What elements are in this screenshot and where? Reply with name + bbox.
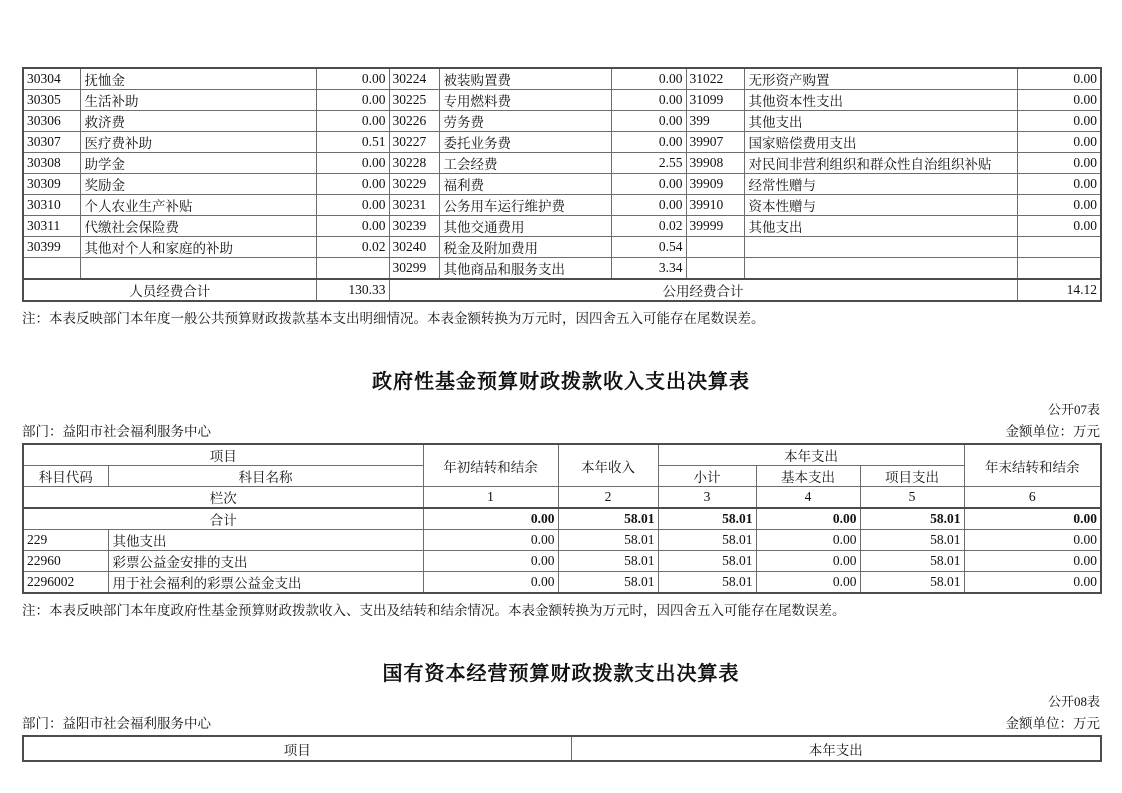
cell-name: 税金及附加费用	[439, 237, 611, 258]
cell-name: 助学金	[80, 153, 316, 174]
cell-code: 39908	[686, 153, 744, 174]
column-index-4: 4	[756, 487, 860, 509]
cell-num: 58.01	[558, 530, 658, 551]
cell-num	[316, 258, 389, 280]
cell-code: 30224	[389, 68, 439, 90]
cell-num: 58.01	[860, 551, 964, 572]
cell-name: 医疗费补助	[80, 132, 316, 153]
personnel-total-label: 人员经费合计	[23, 279, 316, 301]
cell-code: 30308	[23, 153, 80, 174]
total-year-income: 58.01	[558, 508, 658, 530]
cell-code: 30231	[389, 195, 439, 216]
table-row	[23, 111, 1101, 132]
cell-name: 其他交通费用	[439, 216, 611, 237]
header-subject-code: 科目代码	[23, 466, 108, 487]
cell-code: 30225	[389, 90, 439, 111]
header-project: 项目	[23, 444, 423, 466]
header-project-expense: 项目支出	[860, 466, 964, 487]
unit-label-2: 金额单位：万元	[1005, 716, 1100, 731]
cell-num: 0.02	[316, 237, 389, 258]
basic-expenditure-detail-table	[22, 67, 1102, 302]
cell-code: 39909	[686, 174, 744, 195]
cell-name: 其他资本性支出	[744, 90, 1017, 111]
cell-code: 31099	[686, 90, 744, 111]
cell-num: 0.00	[611, 174, 686, 195]
cell-num: 0.00	[611, 111, 686, 132]
cell-num: 58.01	[658, 551, 756, 572]
unit-label: 金额单位：万元	[1005, 424, 1100, 439]
table-row	[23, 572, 1101, 594]
cell-num: 2.55	[611, 153, 686, 174]
cell-code: 30226	[389, 111, 439, 132]
cell-name	[80, 258, 316, 280]
cell-num: 0.51	[316, 132, 389, 153]
gov-fund-budget-table	[22, 443, 1102, 594]
cell-name: 经常性赠与	[744, 174, 1017, 195]
cell-name: 其他支出	[744, 216, 1017, 237]
cell-code: 30299	[389, 258, 439, 280]
column-index-5: 5	[860, 487, 964, 509]
cell-code: 39999	[686, 216, 744, 237]
table-row	[23, 216, 1101, 237]
table-row	[23, 258, 1101, 280]
cell-name: 奖励金	[80, 174, 316, 195]
cell-code: 30305	[23, 90, 80, 111]
table2-column-index-row	[23, 487, 1101, 509]
cell-name: 代缴社会保险费	[80, 216, 316, 237]
column-index-3: 3	[658, 487, 756, 509]
cell-code	[23, 258, 80, 280]
cell-num: 0.00	[316, 216, 389, 237]
cell-num: 0.00	[1017, 195, 1101, 216]
cell-num: 0.00	[611, 132, 686, 153]
cell-num	[1017, 237, 1101, 258]
header-year-expense: 本年支出	[658, 444, 964, 466]
state-capital-table-title: 国有资本经营预算财政拨款支出决算表	[382, 663, 740, 685]
header-project-t3: 项目	[23, 736, 571, 761]
cell-name	[744, 258, 1017, 280]
cell-code	[686, 258, 744, 280]
cell-code: 30309	[23, 174, 80, 195]
cell-code: 30310	[23, 195, 80, 216]
table2-header-row-1	[23, 444, 1101, 466]
cell-num: 0.00	[423, 551, 558, 572]
table2-note: 注：本表反映部门本年度政府性基金预算财政拨款收入、支出及结转和结余情况。本表金额转换为万元时，因四舍五入可能存在尾数误差。	[22, 603, 846, 618]
column-index-6: 6	[964, 487, 1101, 509]
cell-name	[744, 237, 1017, 258]
table-row	[23, 237, 1101, 258]
cell-num: 58.01	[860, 572, 964, 594]
cell-num: 0.00	[1017, 174, 1101, 195]
cell-code: 30307	[23, 132, 80, 153]
cell-num: 0.00	[1017, 216, 1101, 237]
cell-num: 0.00	[316, 195, 389, 216]
cell-num: 0.00	[611, 195, 686, 216]
cell-num: 0.00	[316, 111, 389, 132]
total-project-expense: 58.01	[860, 508, 964, 530]
cell-name: 被装购置费	[439, 68, 611, 90]
sheet-number-08: 公开08表	[1047, 694, 1100, 709]
cell-num: 0.00	[1017, 132, 1101, 153]
cell-code: 30306	[23, 111, 80, 132]
table-row	[23, 153, 1101, 174]
table-row	[23, 90, 1101, 111]
cell-name: 其他商品和服务支出	[439, 258, 611, 280]
cell-code: 30304	[23, 68, 80, 90]
personnel-total-value: 130.33	[316, 279, 389, 301]
column-index-2: 2	[558, 487, 658, 509]
cell-num: 0.00	[756, 572, 860, 594]
cell-name: 其他支出	[108, 530, 423, 551]
cell-num: 0.00	[756, 551, 860, 572]
cell-num: 58.01	[658, 572, 756, 594]
cell-name: 救济费	[80, 111, 316, 132]
table1-note: 注：本表反映部门本年度一般公共预算财政拨款基本支出明细情况。本表金额转换为万元时，因四舍五入可能存在尾数误差。	[22, 311, 765, 326]
cell-code: 30229	[389, 174, 439, 195]
cell-num: 0.00	[611, 90, 686, 111]
total-subtotal: 58.01	[658, 508, 756, 530]
column-index-label: 栏次	[23, 487, 423, 509]
cell-code: 30239	[389, 216, 439, 237]
header-year-expense-t3: 本年支出	[571, 736, 1101, 761]
table-row	[23, 174, 1101, 195]
department-label: 部门：益阳市社会福利服务中心	[22, 424, 211, 439]
cell-name: 无形资产购置	[744, 68, 1017, 90]
header-begin-balance: 年初结转和结余	[423, 444, 558, 487]
cell-num: 0.00	[1017, 153, 1101, 174]
cell-name: 其他支出	[744, 111, 1017, 132]
cell-num: 58.01	[658, 530, 756, 551]
header-subject-name: 科目名称	[108, 466, 423, 487]
cell-code: 399	[686, 111, 744, 132]
cell-name: 对民间非营利组织和群众性自治组织补贴	[744, 153, 1017, 174]
column-index-1: 1	[423, 487, 558, 509]
cell-code: 39910	[686, 195, 744, 216]
cell-name: 个人农业生产补贴	[80, 195, 316, 216]
cell-name: 抚恤金	[80, 68, 316, 90]
cell-num: 0.00	[1017, 68, 1101, 90]
cell-num: 0.00	[964, 572, 1101, 594]
table-row	[23, 530, 1101, 551]
cell-name: 劳务费	[439, 111, 611, 132]
header-basic-expense: 基本支出	[756, 466, 860, 487]
cell-num: 0.00	[316, 68, 389, 90]
cell-num: 0.54	[611, 237, 686, 258]
cell-code: 30311	[23, 216, 80, 237]
cell-name: 生活补助	[80, 90, 316, 111]
cell-name: 其他对个人和家庭的补助	[80, 237, 316, 258]
cell-num: 0.00	[316, 153, 389, 174]
cell-code: 30399	[23, 237, 80, 258]
cell-num: 0.00	[1017, 111, 1101, 132]
table3-header-row	[23, 736, 1101, 761]
cell-num: 58.01	[558, 572, 658, 594]
cell-name: 彩票公益金安排的支出	[108, 551, 423, 572]
total-end-balance: 0.00	[964, 508, 1101, 530]
cell-code: 229	[23, 530, 108, 551]
cell-code: 30227	[389, 132, 439, 153]
total-basic-expense: 0.00	[756, 508, 860, 530]
cell-code: 22960	[23, 551, 108, 572]
table-row	[23, 551, 1101, 572]
total-begin-balance: 0.00	[423, 508, 558, 530]
table-row	[23, 195, 1101, 216]
cell-name: 用于社会福利的彩票公益金支出	[108, 572, 423, 594]
cell-num: 3.34	[611, 258, 686, 280]
state-capital-expenditure-table	[22, 735, 1102, 762]
cell-code: 31022	[686, 68, 744, 90]
table-row	[23, 68, 1101, 90]
total-label: 合计	[23, 508, 423, 530]
header-year-income: 本年收入	[558, 444, 658, 487]
cell-num: 0.00	[423, 572, 558, 594]
cell-name: 公务用车运行维护费	[439, 195, 611, 216]
cell-name: 资本性赠与	[744, 195, 1017, 216]
cell-code: 2296002	[23, 572, 108, 594]
cell-num	[1017, 258, 1101, 280]
header-end-balance: 年末结转和结余	[964, 444, 1101, 487]
cell-num: 0.00	[423, 530, 558, 551]
table1-total-row	[23, 279, 1101, 301]
cell-code: 39907	[686, 132, 744, 153]
public-funds-total-value: 14.12	[1017, 279, 1101, 301]
header-subtotal: 小计	[658, 466, 756, 487]
cell-name: 委托业务费	[439, 132, 611, 153]
cell-name: 专用燃料费	[439, 90, 611, 111]
cell-num: 0.00	[964, 551, 1101, 572]
cell-num: 0.02	[611, 216, 686, 237]
cell-code	[686, 237, 744, 258]
cell-num: 58.01	[860, 530, 964, 551]
cell-num: 0.00	[316, 90, 389, 111]
gov-fund-table-title: 政府性基金预算财政拨款收入支出决算表	[372, 371, 750, 393]
cell-name: 福利费	[439, 174, 611, 195]
table-row	[23, 132, 1101, 153]
table2-total-row	[23, 508, 1101, 530]
department-label-2: 部门：益阳市社会福利服务中心	[22, 716, 211, 731]
cell-num: 0.00	[756, 530, 860, 551]
cell-num: 0.00	[611, 68, 686, 90]
cell-name: 国家赔偿费用支出	[744, 132, 1017, 153]
cell-code: 30240	[389, 237, 439, 258]
cell-num: 0.00	[964, 530, 1101, 551]
public-funds-total-label: 公用经费合计	[389, 279, 1017, 301]
cell-num: 0.00	[316, 174, 389, 195]
sheet-number-07: 公开07表	[1047, 402, 1100, 417]
cell-code: 30228	[389, 153, 439, 174]
cell-num: 58.01	[558, 551, 658, 572]
cell-name: 工会经费	[439, 153, 611, 174]
cell-num: 0.00	[1017, 90, 1101, 111]
